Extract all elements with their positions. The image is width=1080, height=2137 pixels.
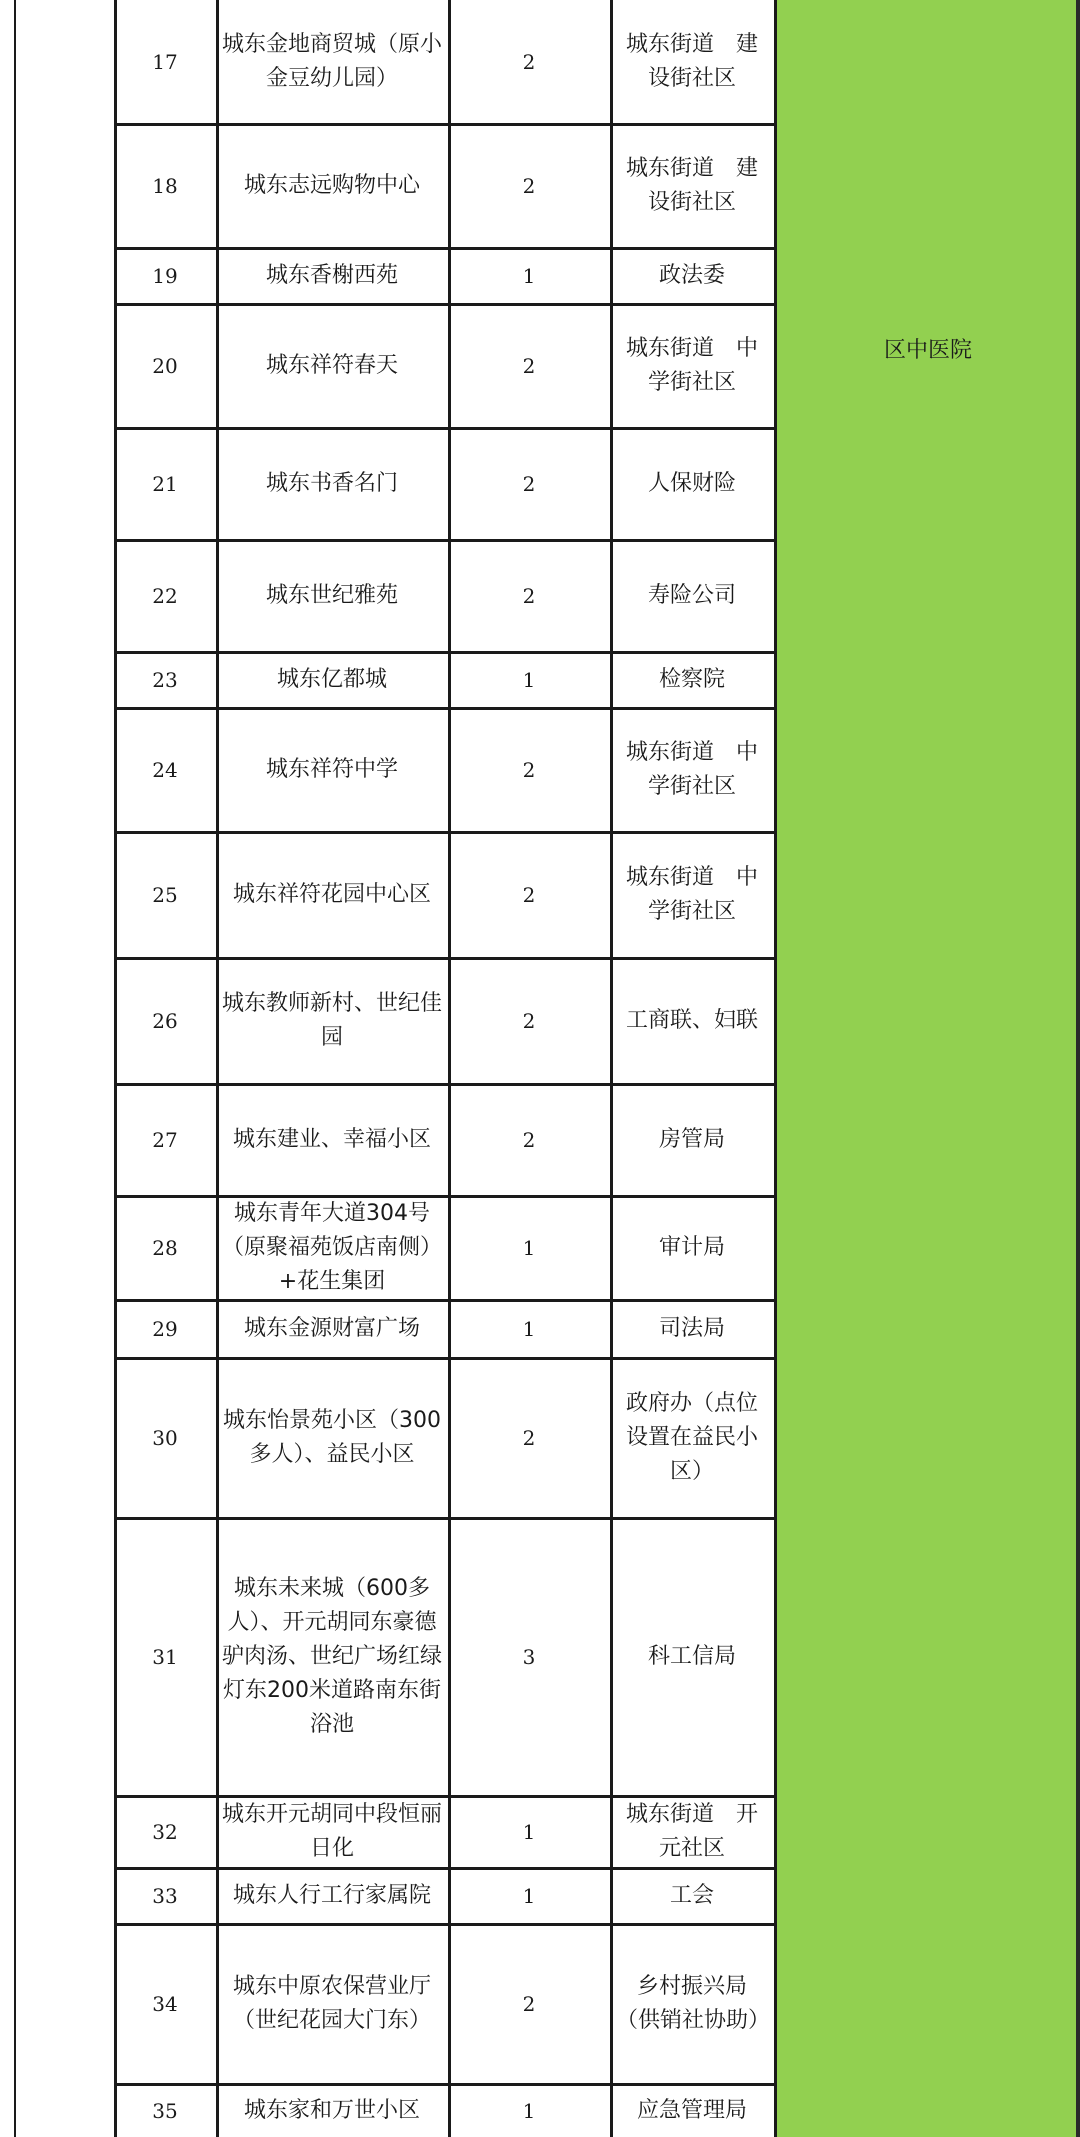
cell-count: 2 (522, 1992, 536, 2016)
grid-hline (114, 1795, 776, 1798)
cell-unit: 政府办（点位设置在益民小区） (625, 1391, 758, 1484)
merged-unit-label: 区中医院 (883, 337, 972, 363)
table-row (0, 304, 1080, 428)
grid-hline (114, 1083, 776, 1086)
cell-count: 1 (522, 1236, 536, 1260)
cell-location: 城东未来城（600多人）、开元胡同东豪德驴肉汤、世纪广场红绿灯东200米道路南东街浴池 (222, 1576, 443, 1737)
cell-location: 城东家和万世小区 (243, 2097, 420, 2123)
cell-count: 1 (522, 1820, 536, 1844)
cell-location: 城东祥符春天 (265, 353, 398, 378)
grid-hline (114, 1299, 776, 1302)
table-row (0, 958, 1080, 1084)
cell-location: 城东教师新村、世纪佳园 (222, 991, 443, 1050)
cell-count: 1 (522, 668, 536, 692)
cell-location: 城东建业、幸福小区 (232, 1127, 431, 1152)
cell-unit: 政法委 (658, 263, 725, 288)
cell-location: 城东祥符中学 (265, 757, 398, 782)
cell-no: 35 (152, 2098, 178, 2123)
cell-count: 1 (522, 264, 536, 288)
table-row (0, 540, 1080, 652)
cell-unit: 工会 (669, 1883, 714, 1908)
cell-location: 城东青年大道304号（原聚福苑饭店南侧）+花生集团 (222, 1201, 443, 1294)
cell-count: 2 (522, 1128, 536, 1152)
table-row (0, 1924, 1080, 2084)
table-row (0, 832, 1080, 958)
table-row (0, 1518, 1080, 1796)
cell-no: 25 (152, 883, 178, 907)
cell-unit: 工商联、妇联 (625, 1008, 758, 1033)
cell-location: 城东金源财富广场 (243, 1316, 420, 1341)
cell-location: 城东香榭西苑 (265, 263, 398, 288)
cell-no: 28 (152, 1236, 178, 1260)
cell-no: 30 (152, 1426, 178, 1450)
cell-count: 2 (522, 1426, 536, 1450)
table-row (0, 1868, 1080, 1924)
grid-hline (114, 1867, 776, 1870)
cell-unit: 司法局 (658, 1316, 725, 1341)
cell-count: 2 (522, 883, 536, 907)
table-row (0, 1796, 1080, 1868)
cell-location: 城东志远购物中心 (243, 173, 420, 198)
grid-hline (114, 1357, 776, 1360)
cell-count: 1 (522, 2098, 536, 2123)
cell-no: 31 (152, 1645, 178, 1669)
cell-no: 19 (152, 264, 178, 288)
cell-unit: 乡村振兴局（供销社协助） (616, 1974, 771, 2033)
cell-count: 2 (522, 354, 536, 378)
cell-unit: 审计局 (658, 1235, 725, 1260)
cell-location: 城东金地商贸城（原小金豆幼儿园） (222, 32, 443, 91)
table-row (0, 428, 1080, 540)
cell-location: 城东怡景苑小区（300多人）、益民小区 (223, 1408, 441, 1467)
grid-hline (114, 707, 776, 710)
grid-hline (114, 123, 776, 126)
cell-no: 23 (152, 668, 178, 692)
cell-count: 2 (522, 174, 536, 198)
grid-hline (114, 247, 776, 250)
cell-location: 城东中原农保营业厅（世纪花园大门东） (232, 1974, 431, 2033)
grid-hline (114, 1923, 776, 1926)
table-row (0, 1196, 1080, 1300)
table-row (0, 1300, 1080, 1358)
cell-no: 29 (152, 1317, 178, 1341)
cell-unit: 城东街道 开元社区 (625, 1802, 758, 1861)
cell-unit: 城东街道 建设街社区 (625, 156, 758, 215)
cell-unit: 城东街道 建设街社区 (625, 32, 758, 91)
grid-hline (114, 1195, 776, 1198)
cell-unit: 应急管理局 (636, 2097, 747, 2123)
cell-count: 2 (522, 472, 536, 496)
grid-hline (114, 651, 776, 654)
table-row (0, 248, 1080, 304)
table-row (0, 124, 1080, 248)
cell-no: 32 (152, 1820, 178, 1844)
cell-no: 33 (152, 1884, 178, 1908)
grid-hline (114, 957, 776, 960)
cell-count: 2 (522, 758, 536, 782)
cell-location: 城东祥符花园中心区 (232, 882, 431, 907)
table-row (0, 1084, 1080, 1196)
cell-unit: 城东街道 中学街社区 (625, 740, 758, 799)
grid-hline (114, 303, 776, 306)
cell-no: 20 (152, 354, 178, 378)
cell-location: 城东亿都城 (276, 667, 387, 692)
cell-no: 26 (152, 1009, 178, 1033)
cell-count: 3 (522, 1645, 536, 1669)
cell-no: 21 (152, 472, 178, 496)
cell-count: 1 (522, 1317, 536, 1341)
cell-count: 1 (522, 1884, 536, 1908)
cell-no: 34 (152, 1992, 178, 2016)
cell-no: 27 (152, 1128, 178, 1152)
grid-hline (114, 539, 776, 542)
cell-location: 城东开元胡同中段恒丽日化 (222, 1802, 443, 1861)
cell-no: 17 (152, 50, 178, 74)
table-row (0, 652, 1080, 708)
cell-unit: 检察院 (658, 667, 725, 692)
cell-unit: 城东街道 中学街社区 (625, 865, 758, 924)
table-row (0, 2084, 1080, 2137)
table-row (0, 708, 1080, 832)
grid-hline (114, 1517, 776, 1520)
cell-no: 22 (152, 584, 178, 608)
cell-no: 24 (152, 758, 178, 782)
table-row (0, 0, 1080, 124)
cell-unit: 房管局 (658, 1127, 725, 1152)
cell-unit: 寿险公司 (647, 583, 736, 608)
cell-count: 2 (522, 50, 536, 74)
table-row (0, 1358, 1080, 1518)
cell-count: 2 (522, 584, 536, 608)
cell-unit: 人保财险 (647, 471, 736, 496)
cell-unit: 科工信局 (647, 1644, 736, 1669)
grid-hline (114, 427, 776, 430)
cell-location: 城东人行工行家属院 (232, 1883, 431, 1908)
grid-hline (114, 2083, 776, 2086)
cell-unit: 城东街道 中学街社区 (625, 336, 758, 395)
cell-no: 18 (152, 174, 178, 198)
cell-count: 2 (522, 1009, 536, 1033)
cell-location: 城东书香名门 (265, 471, 398, 496)
cell-location: 城东世纪雅苑 (265, 583, 398, 608)
grid-hline (114, 831, 776, 834)
